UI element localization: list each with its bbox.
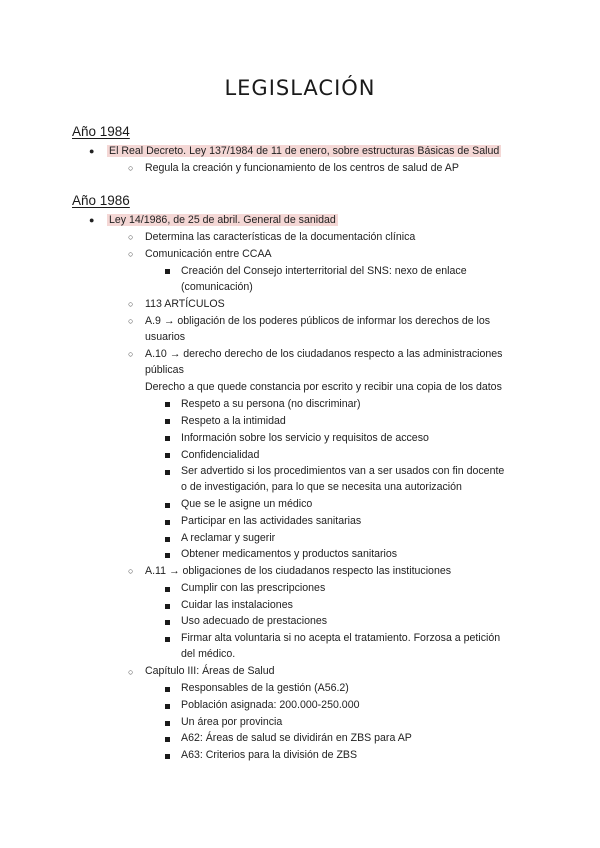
bullet-icon: ● xyxy=(89,146,95,156)
list-item: A62: Áreas de salud se dividirán en ZBS para AP xyxy=(181,732,412,744)
circle-bullet-icon: ○ xyxy=(128,232,134,242)
circle-bullet-icon: ○ xyxy=(128,316,134,326)
law-line xyxy=(107,212,338,229)
list-item: Un área por provincia xyxy=(181,716,283,728)
square-bullet-icon xyxy=(165,754,170,759)
year-heading-1984: Año 1984 xyxy=(72,124,130,139)
list-item: Respeto a su persona (no discriminar) xyxy=(181,398,361,410)
circle-bullet-icon: ○ xyxy=(128,566,134,576)
list-item: Comunicación entre CCAA xyxy=(145,248,272,260)
circle-bullet-icon: ○ xyxy=(128,163,134,173)
list-item: A.9 → obligación de los poderes públicos de informar los derechos de los xyxy=(145,315,491,327)
list-item: Cumplir con las prescripciones xyxy=(181,582,326,594)
square-bullet-icon xyxy=(165,704,170,709)
square-bullet-icon xyxy=(165,520,170,525)
law-1986: Ley 14/1986, de 25 de abril. General de sanidad xyxy=(109,214,336,226)
square-bullet-icon xyxy=(165,470,170,475)
list-item: Que se le asigne un médico xyxy=(181,498,313,510)
list-item: Derecho a que quede constancia por escrito y recibir una copia de los datos xyxy=(145,381,502,393)
law-line xyxy=(107,143,501,160)
square-bullet-icon xyxy=(165,269,170,274)
list-item: A.11 → obligaciones de los ciudadanos respecto las instituciones xyxy=(145,565,452,577)
square-bullet-icon xyxy=(165,604,170,609)
list-item: Información sobre los servicio y requisitos de acceso xyxy=(181,432,429,444)
list-item: usuarios xyxy=(145,331,186,343)
square-bullet-icon xyxy=(165,553,170,558)
list-item: Regula la creación y funcionamiento de los centros de salud de AP xyxy=(145,162,459,174)
list-item: A.10 → derecho derecho de los ciudadanos respecto a las administraciones xyxy=(145,348,503,360)
list-item: del médico. xyxy=(181,648,236,660)
square-bullet-icon xyxy=(165,721,170,726)
circle-bullet-icon: ○ xyxy=(128,667,134,677)
list-item: Obtener medicamentos y productos sanitarios xyxy=(181,548,398,560)
bullet-icon: ● xyxy=(89,215,95,225)
square-bullet-icon xyxy=(165,503,170,508)
square-bullet-icon xyxy=(165,737,170,742)
year-heading-1986: Año 1986 xyxy=(72,193,130,208)
list-item: o de investigación, para lo que se necesita una autorización xyxy=(181,481,462,493)
list-item: Confidencialidad xyxy=(181,449,260,461)
list-item: 113 ARTÍCULOS xyxy=(145,298,225,310)
list-item: A reclamar y sugerir xyxy=(181,532,276,544)
page-title: LEGISLACIÓN xyxy=(224,76,376,100)
square-bullet-icon xyxy=(165,587,170,592)
square-bullet-icon xyxy=(165,436,170,441)
list-item: Firmar alta voluntaria si no acepta el tratamiento. Forzosa a petición xyxy=(181,632,501,644)
square-bullet-icon xyxy=(165,537,170,542)
list-item: Ser advertido si los procedimientos van a ser usados con fin docente xyxy=(181,465,505,477)
list-item: Cuidar las instalaciones xyxy=(181,599,293,611)
circle-bullet-icon: ○ xyxy=(128,299,134,309)
list-item: (comunicación) xyxy=(181,281,253,293)
list-item: Determina las características de la documentación clínica xyxy=(145,231,416,243)
list-item: Población asignada: 200.000-250.000 xyxy=(181,699,360,711)
list-item: Creación del Consejo interterritorial del SNS: nexo de enlace xyxy=(181,265,467,277)
list-item: Participar en las actividades sanitarias xyxy=(181,515,362,527)
list-item: Responsables de la gestión (A56.2) xyxy=(181,682,349,694)
square-bullet-icon xyxy=(165,453,170,458)
list-item: Uso adecuado de prestaciones xyxy=(181,615,328,627)
square-bullet-icon xyxy=(165,402,170,407)
list-item: Respeto a la intimidad xyxy=(181,415,286,427)
square-bullet-icon xyxy=(165,687,170,692)
law-1984: El Real Decreto. Ley 137/1984 de 11 de enero, sobre estructuras Básicas de Salud xyxy=(109,145,500,157)
square-bullet-icon xyxy=(165,419,170,424)
square-bullet-icon xyxy=(165,637,170,642)
list-item: Capítulo III: Áreas de Salud xyxy=(145,665,275,677)
square-bullet-icon xyxy=(165,620,170,625)
circle-bullet-icon: ○ xyxy=(128,349,134,359)
list-item: públicas xyxy=(145,364,184,376)
list-item: A63: Criterios para la división de ZBS xyxy=(181,749,358,761)
circle-bullet-icon: ○ xyxy=(128,249,134,259)
